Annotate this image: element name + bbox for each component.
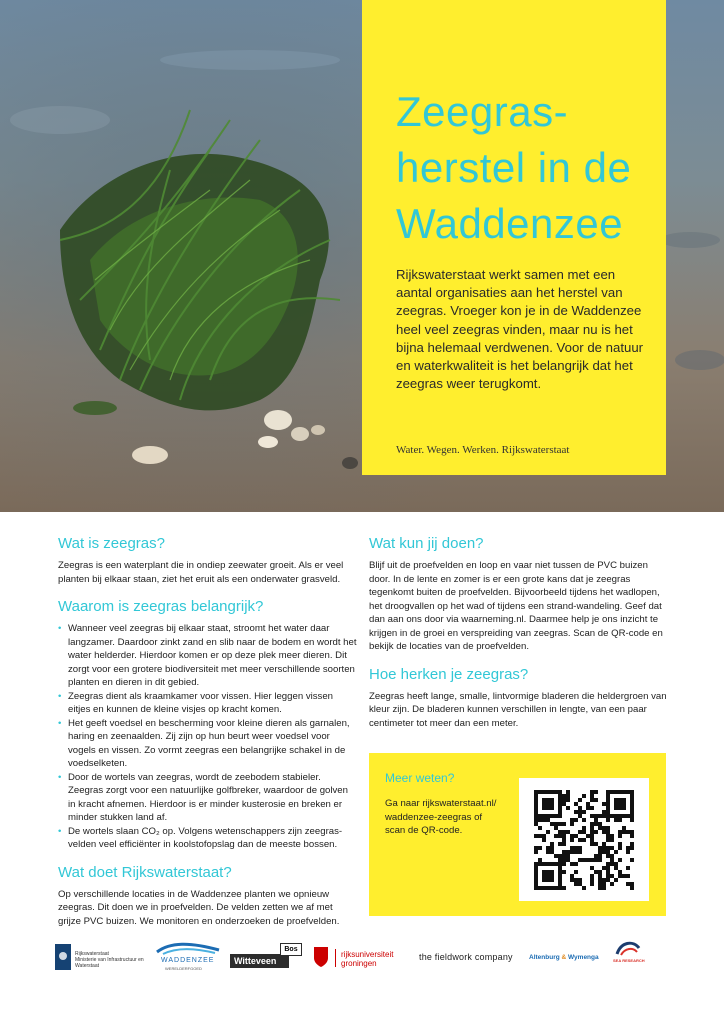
crown-emblem-icon bbox=[55, 944, 71, 970]
fieldwork-logo-text: the fieldwork company bbox=[419, 952, 513, 962]
page-title bbox=[396, 84, 656, 252]
why-important-list bbox=[58, 622, 358, 852]
heading-what-is-seagrass: Wat is zeegras? bbox=[58, 535, 165, 552]
heading-what-can-you-do: Wat kun jij doen? bbox=[369, 535, 484, 552]
list-item: • Het geeft voedsel en bescherming voor kleine dieren als garnalen, haring en zeenaalden. Zij zijn op hun beurt weer voedsel voor vogels en vissen. Zo vormt zeegras een belangrijke schakel in de voedselketen. bbox=[58, 717, 358, 771]
rws-logo-text: Rijkswaterstaat bbox=[75, 951, 109, 957]
sea-research-logo-text: SEA RESEARCH bbox=[613, 958, 645, 963]
waddenzee-logo bbox=[155, 938, 225, 978]
tagline: Water. Wegen. Werken. Rijkswaterstaat bbox=[396, 444, 570, 456]
rug-logo-subtext: groningen bbox=[341, 959, 377, 968]
text-how-recognize: Zeegras heeft lange, smalle, lintvormige bladeren die heldergroen van kleur zijn. De bladeren kunnen verschillen in lengte, van een paar centimeter tot meer dan een meter. bbox=[369, 690, 667, 729]
text-what-rws-does: Op verschillende locaties in de Waddenzee planten we opnieuw zeegras. Dit doen we in proefvelden. De velden zetten we af met grijze PVC buizen. We monitoren en onderzoeken de proefvelden. bbox=[58, 888, 340, 927]
heading-what-rws-does: Wat doet Rijkswaterstaat? bbox=[58, 863, 232, 881]
witteveen-bos-logo bbox=[230, 938, 302, 978]
heading-more-info: Meer weten? bbox=[385, 771, 455, 785]
text-what-is-seagrass: Zeegras is een waterplant die in ondiep zeewater groeit. Als er veel planten bij elkaar staan, ziet het eruit als een onderwater grasveld. bbox=[58, 560, 344, 585]
wave-icon bbox=[155, 942, 221, 956]
more-info-box bbox=[369, 753, 666, 916]
heading-why-important: Waarom is zeegras belangrijk? bbox=[58, 598, 264, 615]
altenburg-logo-text: Altenburg bbox=[529, 954, 560, 961]
intro-text: Rijkswaterstaat werkt samen met een aantal organisaties aan het herstel van zeegras. Vroeger kon je in de Waddenzee heel veel zeegras vinden, maar nu is het bijna helemaal verdwenen. Voor de natuur en waterkwaliteit is het belangrijk dat het zeegras weer terugkomt. bbox=[396, 267, 644, 392]
rug-crest-icon bbox=[313, 946, 329, 968]
list-item: • De wortels slaan CO₂ op. Volgens wetenschappers zijn zeegras-velden veel efficiënter in koolstofopslag dan de meeste bossen. bbox=[58, 825, 358, 852]
altenburg-logo-amp: & bbox=[561, 954, 567, 961]
sea-research-logo bbox=[613, 938, 667, 978]
title-line-1: Zeegras- bbox=[396, 88, 569, 135]
list-item: • Door de wortels van zeegras, wordt de zeebodem stabieler. Zeegras zorgt voor een natuurlijke golfbreker, waardoor de golven in kracht afnemen. Hierdoor is er minder kusterosie en breken er minder stukken land af. bbox=[58, 771, 358, 825]
wymenga-logo-text: Wymenga bbox=[568, 954, 599, 961]
rug-logo-text: rijksuniversiteit bbox=[341, 950, 394, 959]
altenburg-wymenga-logo bbox=[529, 938, 613, 978]
list-item: • Zeegras dient als kraamkamer voor vissen. Hier leggen vissen eitjes en kunnen de kleine visjes op kracht komen. bbox=[58, 690, 358, 717]
title-line-2: herstel in de bbox=[396, 144, 632, 191]
waddenzee-logo-text: WADDENZEE bbox=[161, 957, 215, 964]
heading-how-recognize: Hoe herken je zeegras? bbox=[369, 665, 529, 683]
rws-logo-subtext: Ministerie van Infrastructuur en Waterstaat bbox=[75, 957, 144, 969]
qr-code-icon[interactable] bbox=[519, 778, 649, 901]
fieldwork-company-logo bbox=[419, 938, 523, 978]
intro-panel bbox=[362, 0, 666, 475]
title-line-3: Waddenzee bbox=[396, 200, 624, 247]
wave-mark-icon bbox=[615, 940, 641, 956]
right-column bbox=[369, 535, 669, 742]
text-what-can-you-do: Blijf uit de proefvelden en loop en vaar niet tussen de PVC buizen door. In de lente en zomer is er een grote kans dat je zeegras tegenkomt buiten de proefvelden. Bijvoorbeeld tijdens het wadlopen, het droogvallen op het wad of tijdens een strand-wandeling. Geef dat dan aan ons door via waarneming.nl. Daarmee help je ons inzicht te krijgen in de groei en verspreiding van zeegras. Scan de QR-code en bekijk de locaties van de proefvelden. bbox=[369, 560, 663, 652]
text-more-info: Ga naar rijkswaterstaat.nl/ waddenzee-zeegras of scan de QR-code. bbox=[385, 798, 497, 836]
witteveen-logo-text: Witteveen bbox=[230, 954, 289, 968]
rug-logo bbox=[313, 938, 413, 978]
list-item: • Wanneer veel zeegras bij elkaar staat, stroomt het water daar langzamer. Daardoor zinkt zand en slib naar de bodem en wordt het water helderder. Hierdoor komen er op deze plek meer dieren. Dit zorgt voor een grotere biodiversiteit met meer verschillende soorten planten en dieren in dit gebied. bbox=[58, 622, 358, 690]
waddenzee-logo-subtext: WERELDERFGOED bbox=[165, 966, 202, 971]
bos-logo-text: Bos bbox=[280, 943, 302, 956]
rijkswaterstaat-logo bbox=[55, 938, 155, 978]
partner-logos bbox=[55, 938, 667, 978]
left-column bbox=[58, 535, 358, 940]
